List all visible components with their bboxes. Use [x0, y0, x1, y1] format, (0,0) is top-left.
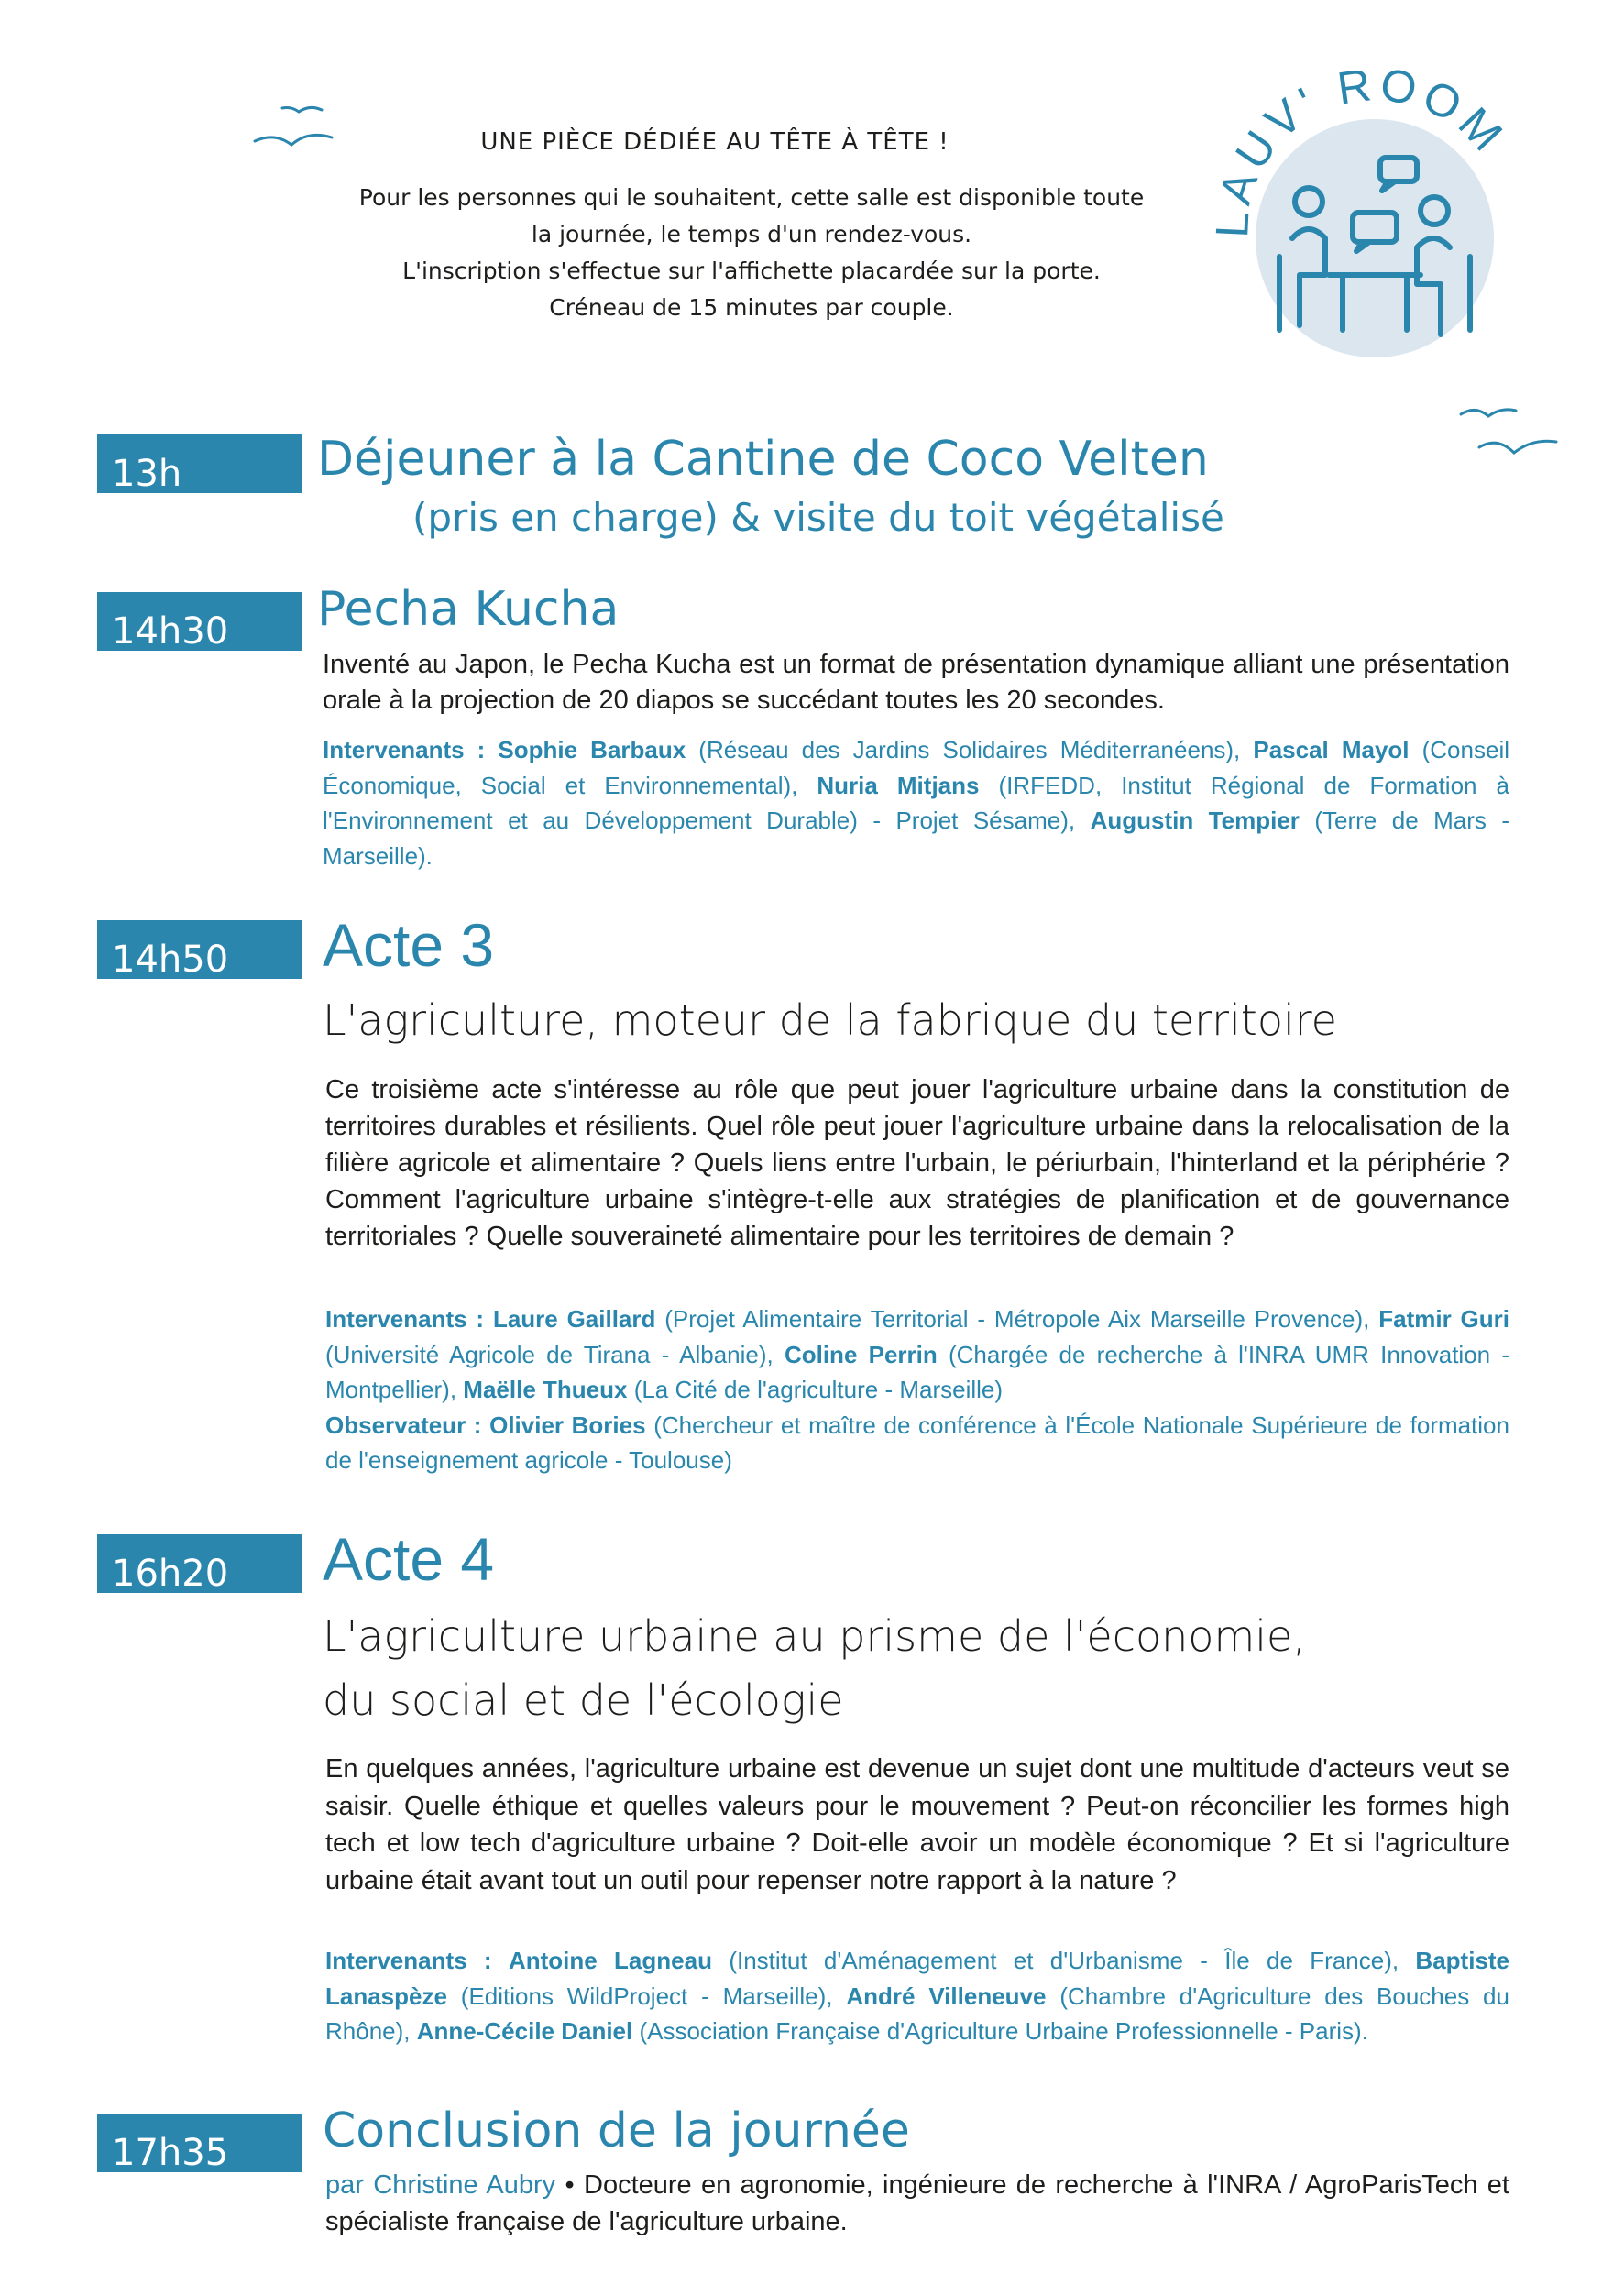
lauv-room-line: Pour les personnes qui le souhaitent, cette salle est disponible toute: [358, 184, 1145, 211]
speaker-name: Pascal Mayol: [1253, 736, 1410, 763]
time-badge-14h30: 14h30: [97, 592, 302, 651]
pecha-description: Inventé au Japon, le Pecha Kucha est un format de présentation dynamique alliant une présentation orale à la projection de 20 diapos se succédant toutes les 20 secondes.: [323, 650, 1509, 715]
acte4-title: Acte 4: [323, 1525, 495, 1593]
speaker-name: Maëlle Thueux: [463, 1376, 628, 1403]
observer-name: Olivier Bories: [489, 1411, 646, 1439]
time-badge-16h20: 16h20: [97, 1534, 302, 1593]
conclusion-title: Conclusion de la journée: [323, 2103, 910, 2158]
speaker-affiliation: (Projet Alimentaire Territorial - Métropole Aix Marseille Provence),: [664, 1305, 1370, 1333]
conclusion-description: [325, 2167, 1509, 2240]
acte4-speakers: [325, 1943, 1509, 2049]
acte3-speakers: [325, 1301, 1509, 1478]
observer-affiliation: (Chercheur et maître de conférence à l'École Nationale Supérieure de formation de l'enseignement agricole - Toulouse): [325, 1411, 1509, 1474]
acte4-subtitle-line2: du social et de l'écologie: [323, 1675, 844, 1725]
speaker-affiliation: (Réseau des Jardins Solidaires Méditerranéens),: [698, 736, 1241, 763]
pecha-speakers: [323, 732, 1509, 873]
lauv-room-label: LAUV' ROOM: [1206, 58, 1517, 239]
speaker-affiliation: (Editions WildProject - Marseille),: [460, 1982, 833, 2010]
speaker-affiliation: (Chargée de recherche à l'INRA UMR Innovation - Montpellier),: [325, 1340, 1509, 1403]
pecha-title: Pecha Kucha: [317, 582, 620, 637]
speaker-affiliation: (Institut d'Aménagement et d'Urbanisme - Île de France),: [729, 1947, 1399, 1974]
seagull-icon: [253, 103, 345, 158]
speakers-label: Intervenants :: [323, 736, 486, 763]
acte4-description: En quelques années, l'agriculture urbaine est devenue un sujet dont une multitude d'acteurs veut se saisir. Quelle éthique et quelles valeurs pour le mouvement ? Peut-on réconcilier les formes high tech et low tech d'agriculture urbaine ? Doit-elle avoir un modèle économique ? Et si l'agriculture urbaine était avant tout un outil pour repenser notre rapport à la nature ?: [325, 1754, 1509, 1895]
speaker-affiliation: (Université Agricole de Tirana - Albanie),: [325, 1340, 774, 1368]
acte3-title: Acte 3: [323, 911, 495, 979]
speaker-affiliation: (Terre de Mars - Marseille).: [323, 807, 1510, 870]
speaker-name: Laure Gaillard: [492, 1305, 656, 1333]
lunch-title: Déjeuner à la Cantine de Coco Velten: [317, 432, 1209, 487]
time-badge-17h35: 17h35: [97, 2114, 302, 2172]
speaker-affiliation: (La Cité de l'agriculture - Marseille): [633, 1376, 1004, 1403]
speaker-affiliation: (Association Française d'Agriculture Urbaine Professionnelle - Paris).: [639, 2017, 1368, 2045]
conclusion-speaker: par Christine Aubry: [325, 2170, 556, 2200]
lauv-room-line: la journée, le temps d'un rendez-vous.: [531, 221, 972, 247]
lauv-room-line: L'inscription s'effectue sur l'affichette placardée sur la porte.: [402, 258, 1101, 284]
speaker-name: André Villeneuve: [846, 1982, 1047, 2010]
speaker-name: Baptiste Lanaspèze: [325, 1947, 1509, 2010]
speaker-affiliation: (Conseil Économique, Social et Environnemental),: [323, 736, 1509, 799]
lauv-room-line: Créneau de 15 minutes par couple.: [549, 294, 954, 321]
conclusion-speaker-bio: • Docteure en agronomie, ingénieure de recherche à l'INRA / AgroParisTech et spécialiste française de l'agriculture urbaine.: [325, 2170, 1509, 2236]
speakers-label: Intervenants :: [325, 1305, 485, 1333]
acte3-description: Ce troisième acte s'intéresse au rôle que peut jouer l'agriculture urbaine dans la constitution de territoires durables et résilients. Quel rôle peut jouer l'agriculture urbaine dans la relocalisation de la filière agricole et alimentaire ? Quels liens entre l'urbain, le périurbain, l'hinterland et la périphérie ? Comment l'agriculture urbaine s'intègre-t-elle aux stratégies de planification et de gouvernance territoriales ? Quelle souveraineté alimentaire pour les territoires de demain ?: [325, 1075, 1509, 1251]
speaker-name: Anne-Cécile Daniel: [416, 2017, 633, 2045]
lauv-room-description: [348, 180, 1155, 326]
speaker-name: Augustin Tempier: [1090, 807, 1300, 834]
lauv-room-badge: [1191, 55, 1540, 385]
time-badge-14h50: 14h50: [97, 920, 302, 979]
speaker-affiliation: (IRFEDD, Institut Régional de Formation à l'Environnement et au Développement Durable) - Projet Sésame),: [323, 771, 1509, 834]
lauv-room-heading: UNE PIÈCE DÉDIÉE AU TÊTE À TÊTE !: [480, 128, 949, 156]
speakers-label: Intervenants :: [325, 1947, 492, 1974]
speaker-name: Fatmir Guri: [1378, 1305, 1509, 1333]
speaker-name: Antoine Lagneau: [508, 1947, 712, 1974]
speaker-name: Sophie Barbaux: [498, 736, 686, 763]
acte4-subtitle-line1: L'agriculture urbaine au prisme de l'économie,: [323, 1611, 1306, 1661]
speaker-name: Coline Perrin: [784, 1340, 938, 1368]
lunch-subtitle: (pris en charge) & visite du toit végétalisé: [412, 495, 1224, 540]
observer-label: Observateur :: [325, 1411, 482, 1439]
time-badge-13h: 13h: [97, 434, 302, 493]
seagull-icon: [1459, 401, 1560, 475]
speaker-affiliation: (Chambre d'Agriculture des Bouches du Rhône),: [325, 1982, 1509, 2045]
acte3-subtitle: L'agriculture, moteur de la fabrique du territoire: [323, 995, 1337, 1045]
speaker-name: Nuria Mitjans: [817, 771, 980, 799]
